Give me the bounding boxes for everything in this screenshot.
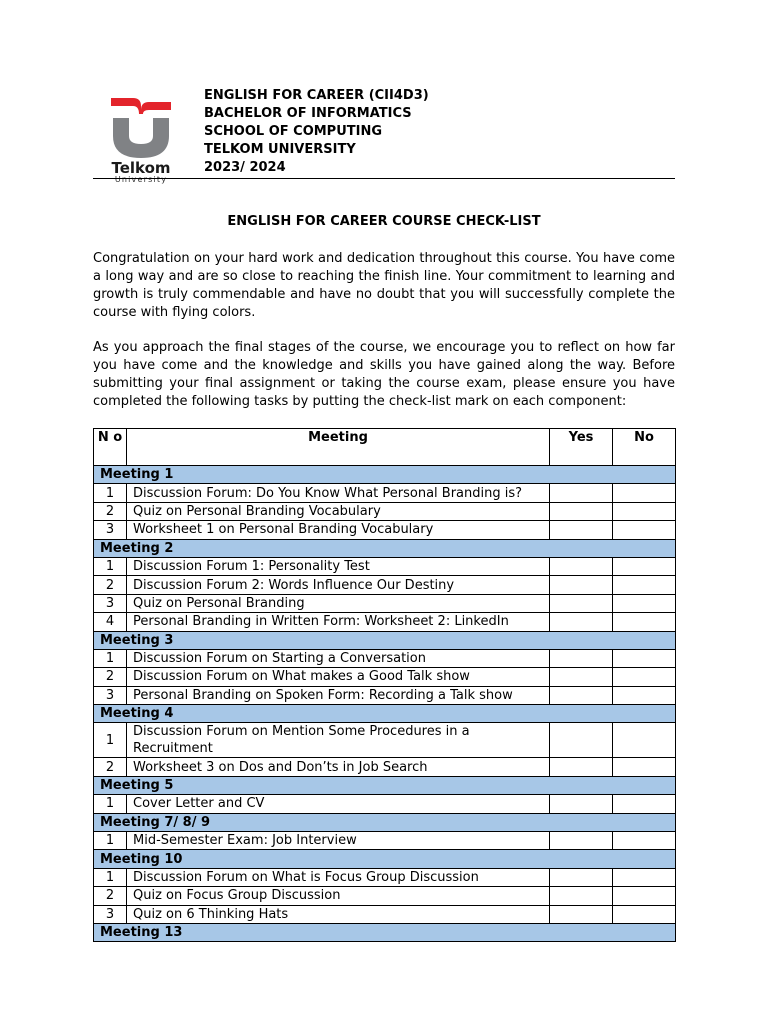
meeting-group-title: Meeting 5 [94,776,676,794]
no-checkbox-cell[interactable] [613,723,676,758]
task-description: Discussion Forum 2: Words Influence Our Destiny [127,576,550,594]
table-row [94,594,676,612]
task-description: Discussion Forum on Starting a Conversation [127,649,550,667]
yes-checkbox-cell[interactable] [550,521,613,539]
task-description: Quiz on Personal Branding [127,594,550,612]
task-description: Quiz on Personal Branding Vocabulary [127,502,550,520]
yes-checkbox-cell[interactable] [550,758,613,776]
header-divider [93,178,675,179]
task-description: Worksheet 1 on Personal Branding Vocabulary [127,521,550,539]
yes-checkbox-cell[interactable] [550,795,613,813]
logo-wordmark: Telkom [111,159,171,177]
meeting-group-row [94,813,676,831]
no-checkbox-cell[interactable] [613,557,676,575]
task-number: 2 [94,668,127,686]
task-description: Discussion Forum on What is Focus Group Discussion [127,868,550,886]
task-number: 3 [94,686,127,704]
task-number: 3 [94,594,127,612]
academic-year: 2023/ 2024 [204,160,286,175]
yes-checkbox-cell[interactable] [550,613,613,631]
meeting-group-row [94,923,676,941]
meeting-group-row [94,705,676,723]
meeting-group-row [94,850,676,868]
meeting-group-title: Meeting 13 [94,923,676,941]
table-row [94,502,676,520]
school-name: SCHOOL OF COMPUTING [204,124,383,139]
table-row [94,795,676,813]
header-no-label: N o [97,430,123,445]
header-no [94,429,127,466]
logo-subtext: University [114,175,168,184]
table-row [94,613,676,631]
yes-checkbox-cell[interactable] [550,502,613,520]
task-number: 3 [94,905,127,923]
university-name: TELKOM UNIVERSITY [204,142,356,157]
course-name: ENGLISH FOR CAREER (CII4D3) [204,88,429,103]
no-checkbox-cell[interactable] [613,868,676,886]
checklist-body [94,466,676,942]
task-description: Discussion Forum: Do You Know What Personal Branding is? [127,484,550,502]
no-checkbox-cell[interactable] [613,613,676,631]
task-number: 3 [94,521,127,539]
task-description: Quiz on Focus Group Discussion [127,887,550,905]
table-row [94,484,676,502]
yes-checkbox-cell[interactable] [550,484,613,502]
yes-checkbox-cell[interactable] [550,649,613,667]
intro-paragraph: Congratulation on your hard work and dedication throughout this course. You have come a long way and are so close to reaching the finish line. Your commitment to learning and growth is truly commendable and have no doubt that you will successfully complete the course with flying colors. [93,251,675,320]
yes-checkbox-cell[interactable] [550,557,613,575]
meeting-group-row [94,631,676,649]
table-row [94,521,676,539]
yes-checkbox-cell[interactable] [550,887,613,905]
header-yes: Yes [550,429,613,466]
no-checkbox-cell[interactable] [613,484,676,502]
task-number: 1 [94,557,127,575]
task-description: Personal Branding on Spoken Form: Recording a Talk show [127,686,550,704]
yes-checkbox-cell[interactable] [550,723,613,758]
task-number: 4 [94,613,127,631]
task-number: 1 [94,832,127,850]
yes-checkbox-cell[interactable] [550,832,613,850]
table-row [94,868,676,886]
task-number: 1 [94,868,127,886]
task-number: 2 [94,502,127,520]
no-checkbox-cell[interactable] [613,502,676,520]
task-number: 1 [94,649,127,667]
table-row [94,905,676,923]
task-number: 1 [94,484,127,502]
meeting-group-title: Meeting 2 [94,539,676,557]
meeting-group-title: Meeting 7/ 8/ 9 [94,813,676,831]
yes-checkbox-cell[interactable] [550,576,613,594]
checklist-table [93,428,676,942]
task-description: Worksheet 3 on Dos and Don’ts in Job Search [127,758,550,776]
task-description: Discussion Forum 1: Personality Test [127,557,550,575]
no-checkbox-cell[interactable] [613,832,676,850]
table-row [94,557,676,575]
yes-checkbox-cell[interactable] [550,868,613,886]
meeting-group-row [94,539,676,557]
yes-checkbox-cell[interactable] [550,905,613,923]
meeting-group-row [94,466,676,484]
no-checkbox-cell[interactable] [613,594,676,612]
task-number: 1 [94,795,127,813]
yes-checkbox-cell[interactable] [550,594,613,612]
yes-checkbox-cell[interactable] [550,686,613,704]
no-checkbox-cell[interactable] [613,887,676,905]
instruction-paragraph: As you approach the final stages of the course, we encourage you to reflect on how far you have come and the knowledge and skills you have gained along the way. Before submitting your final assignment or taking the course exam, please ensure you have completed the following tasks by putting the check-list mark on each component: [93,340,675,409]
program-name: BACHELOR OF INFORMATICS [204,106,412,121]
meeting-group-title: Meeting 3 [94,631,676,649]
meeting-group-title: Meeting 4 [94,705,676,723]
meeting-group-title: Meeting 10 [94,850,676,868]
task-description: Personal Branding in Written Form: Worksheet 2: LinkedIn [127,613,550,631]
table-row [94,686,676,704]
no-checkbox-cell[interactable] [613,649,676,667]
task-description: Mid-Semester Exam: Job Interview [127,832,550,850]
telkom-logo-icon [103,92,179,162]
table-row [94,887,676,905]
task-description: Discussion Forum on What makes a Good Talk show [127,668,550,686]
document-title: ENGLISH FOR CAREER COURSE CHECK-LIST [227,214,541,229]
table-row [94,758,676,776]
task-number: 1 [94,723,127,758]
yes-checkbox-cell[interactable] [550,668,613,686]
table-header-row [94,429,676,466]
no-checkbox-cell[interactable] [613,576,676,594]
course-header [204,87,429,177]
no-checkbox-cell[interactable] [613,905,676,923]
task-number: 2 [94,758,127,776]
task-number: 2 [94,576,127,594]
no-checkbox-cell[interactable] [613,758,676,776]
header-no-col: No [613,429,676,466]
table-row [94,649,676,667]
table-row [94,668,676,686]
task-description: Quiz on 6 Thinking Hats [127,905,550,923]
header-meeting: Meeting [127,429,550,466]
no-checkbox-cell[interactable] [613,686,676,704]
meeting-group-title: Meeting 1 [94,466,676,484]
no-checkbox-cell[interactable] [613,521,676,539]
table-row [94,723,676,758]
task-number: 2 [94,887,127,905]
task-description: Cover Letter and CV [127,795,550,813]
no-checkbox-cell[interactable] [613,668,676,686]
no-checkbox-cell[interactable] [613,795,676,813]
task-description: Discussion Forum on Mention Some Procedures in a Recruitment [127,723,550,758]
table-row [94,576,676,594]
meeting-group-row [94,776,676,794]
table-row [94,832,676,850]
